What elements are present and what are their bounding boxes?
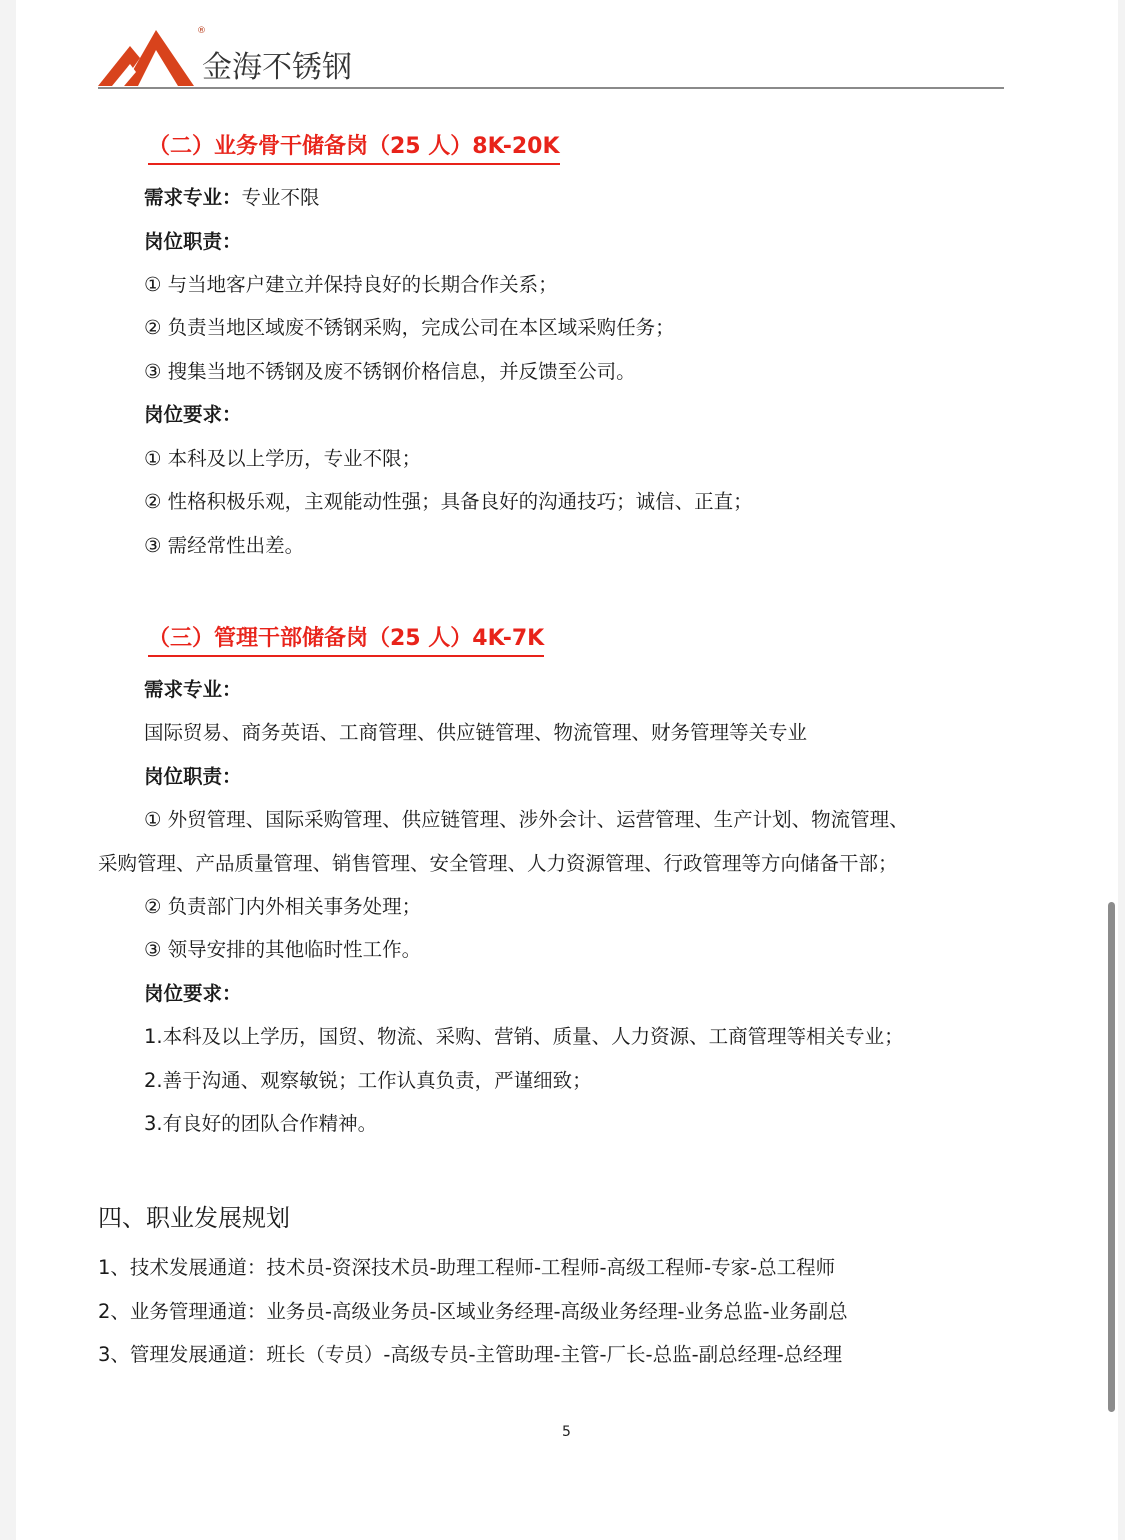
section2-major xyxy=(144,185,320,211)
header-divider xyxy=(98,87,1004,89)
career-path-item: 3、管理发展通道：班长（专员）-高级专员-主管助理-主管-厂长-总监-副总经理-总经理 xyxy=(98,1343,843,1366)
scrollbar-thumb[interactable] xyxy=(1108,902,1115,1412)
section3-duty-label: 岗位职责： xyxy=(144,765,242,788)
section2-duty-item: ① 与当地客户建立并保持良好的长期合作关系； xyxy=(144,273,558,296)
company-logo-icon xyxy=(98,28,194,86)
career-path-item: 1、技术发展通道：技术员-资深技术员-助理工程师-工程师-高级工程师-专家-总工程师 xyxy=(98,1256,836,1279)
section3-duty-item: ① 外贸管理、国际采购管理、供应链管理、涉外会计、运营管理、生产计划、物流管理、 xyxy=(144,808,909,831)
section3-req-item: 1.本科及以上学历，国贸、物流、采购、营销、质量、人力资源、工商管理等相关专业； xyxy=(144,1025,904,1048)
section4-title: 四、职业发展规划 xyxy=(98,1204,290,1232)
section3-req-item: 3.有良好的团队合作精神。 xyxy=(144,1112,378,1135)
section2-duty-item: ③ 搜集当地不锈钢及废不锈钢价格信息，并反馈至公司。 xyxy=(144,360,636,383)
section3-duty-item-continued: 采购管理、产品质量管理、销售管理、安全管理、人力资源管理、行政管理等方向储备干部； xyxy=(98,852,898,875)
section2-req-item: ③ 需经常性出差。 xyxy=(144,534,305,557)
page-header xyxy=(98,22,1004,90)
section2-major-value: 专业不限 xyxy=(241,186,320,209)
registered-mark: ® xyxy=(197,26,206,36)
section3-title: （三）管理干部储备岗（25 人）4K-7K xyxy=(148,625,544,657)
section3-duty-item: ② 负责部门内外相关事务处理； xyxy=(144,895,422,918)
page-number: 5 xyxy=(562,1424,571,1440)
section2-req-item: ① 本科及以上学历，专业不限； xyxy=(144,447,422,470)
section2-duty-label: 岗位职责： xyxy=(144,230,242,253)
section3-major-label: 需求专业： xyxy=(144,678,242,701)
section2-major-label: 需求专业： xyxy=(144,186,242,209)
section2-duty-item: ② 负责当地区域废不锈钢采购，完成公司在本区域采购任务； xyxy=(144,316,675,339)
section3-duty-item: ③ 领导安排的其他临时性工作。 xyxy=(144,938,422,961)
section3-major-value: 国际贸易、商务英语、工商管理、供应链管理、物流管理、财务管理等关专业 xyxy=(144,721,808,744)
brand-name: 金海不锈钢 xyxy=(202,50,352,85)
section3-req-item: 2.善于沟通、观察敏锐；工作认真负责，严谨细致； xyxy=(144,1069,592,1092)
section2-req-item: ② 性格积极乐观，主观能动性强；具备良好的沟通技巧；诚信、正直； xyxy=(144,490,753,513)
section2-req-label: 岗位要求： xyxy=(144,403,242,426)
career-path-item: 2、业务管理通道：业务员-高级业务员-区域业务经理-高级业务经理-业务总监-业务副总 xyxy=(98,1300,848,1323)
section2-title: （二）业务骨干储备岗（25 人）8K-20K xyxy=(148,133,560,165)
section3-req-label: 岗位要求： xyxy=(144,982,242,1005)
